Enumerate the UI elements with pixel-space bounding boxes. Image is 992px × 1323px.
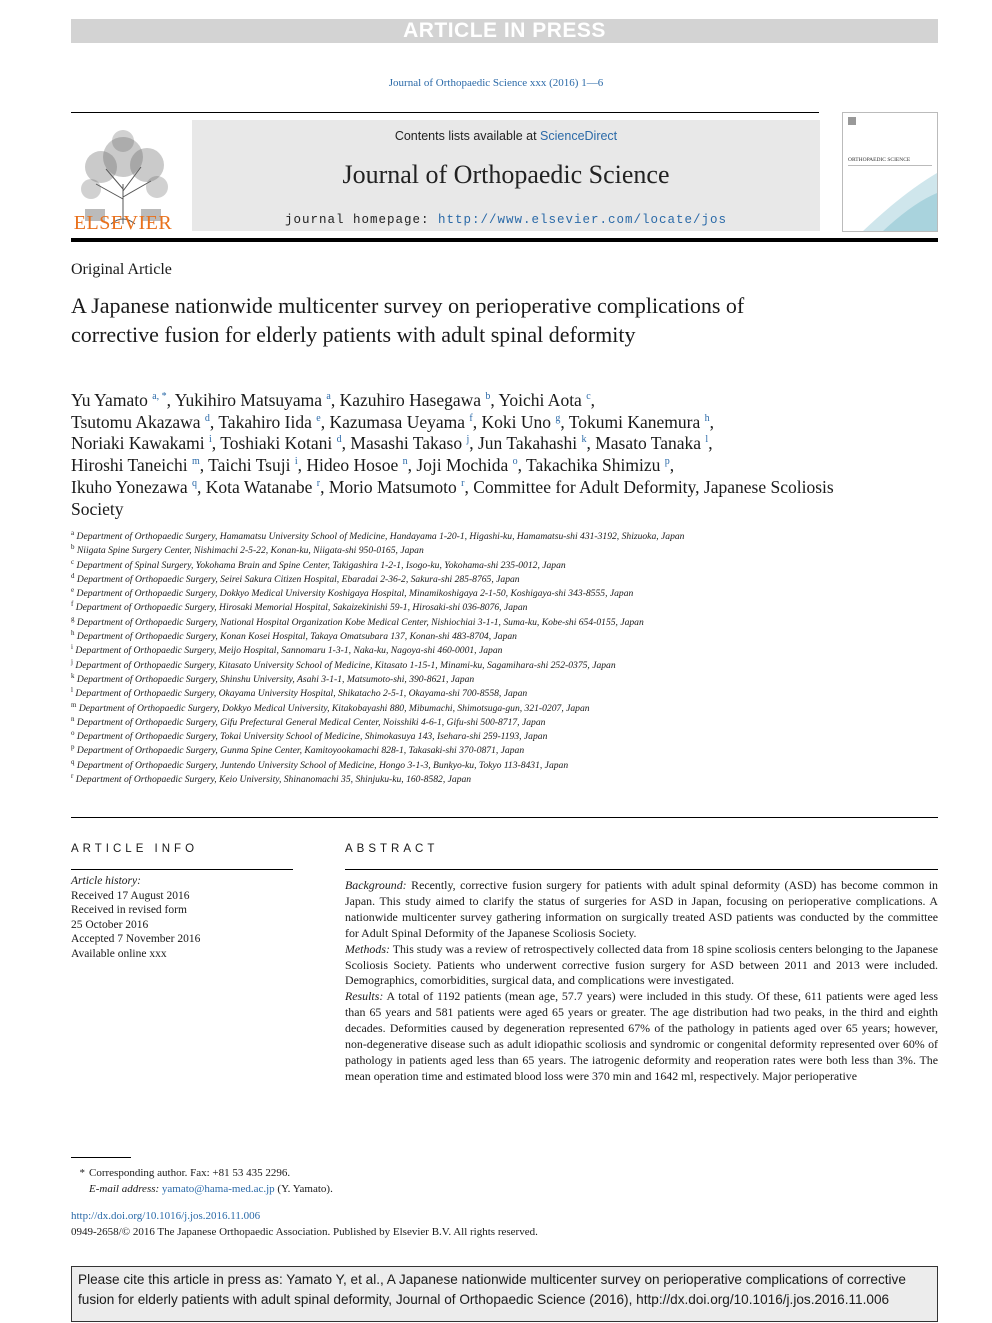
affiliation-item bbox=[71, 601, 831, 615]
abstract-section-label: Methods: bbox=[345, 941, 390, 956]
affiliation-item bbox=[71, 702, 831, 716]
author-name: Kazuhiro Hasegawa bbox=[339, 390, 482, 410]
affiliation-text: Department of Orthopaedic Surgery, National Hospital Organization Kobe Medical Center, Nishiochiai 3-1-1, Suma-ku, Kobe-shi 654-0155, Japan bbox=[76, 616, 644, 628]
copyright-line: 0949-2658/© 2016 The Japanese Orthopaedic Association. Published by Elsevier B.V. All rights reserved. bbox=[71, 1226, 538, 1238]
journal-reference-link[interactable]: Journal of Orthopaedic Science xxx (2016) 1—6 bbox=[388, 77, 604, 89]
affiliation-text: Department of Orthopaedic Surgery, Hirosaki Memorial Hospital, Sakaizekinishi 59-1, Hirosaki-shi 036-8076, Japan bbox=[75, 602, 528, 614]
author-affiliation-link[interactable]: c bbox=[586, 391, 591, 403]
author-name: Kazumasa Ueyama bbox=[329, 411, 465, 432]
article-history bbox=[71, 874, 200, 961]
affiliation-key: a bbox=[71, 528, 75, 537]
author-name: Joji Mochida bbox=[416, 455, 509, 476]
section-divider bbox=[71, 817, 938, 818]
affiliation-text: Department of Orthopaedic Surgery, Gunma Spine Center, Kamitoyookamachi 828-1, Takasaki-shi 370-0871, Japan bbox=[76, 745, 525, 757]
abstract-rule bbox=[345, 869, 938, 870]
author-name: Morio Matsumoto bbox=[328, 476, 457, 497]
affiliation-item bbox=[71, 773, 831, 787]
author-affiliation-link[interactable]: d bbox=[204, 412, 210, 424]
journal-homepage bbox=[192, 213, 820, 227]
author-name: Masato Tanaka bbox=[595, 433, 702, 454]
contents-prefix: Contents lists available at bbox=[394, 129, 541, 143]
author-name: Tsutomu Akazawa bbox=[71, 411, 201, 432]
email-suffix: (Y. Yamato). bbox=[277, 1183, 333, 1195]
affiliation-item bbox=[71, 616, 831, 630]
author-affiliation-link[interactable]: p bbox=[664, 456, 670, 468]
affiliation-item bbox=[71, 673, 831, 687]
affiliation-text: Department of Spinal Surgery, Yokohama Brain and Spine Center, Takigashira 1-2-1, Isogo-ku, Yokohama-shi 235-0012, Japan bbox=[76, 559, 566, 571]
author-name: Taichi Tsuji bbox=[208, 455, 291, 476]
author-name: Tokumi Kanemura bbox=[568, 411, 701, 432]
affiliation-text: Department of Orthopaedic Surgery, Hamamatsu University School of Medicine, Handayama 1-20-1, Higashi-ku, Hamamatsu-shi 431-3192, Shizuoka, Japan bbox=[76, 531, 685, 542]
doi-link[interactable]: http://dx.doi.org/10.1016/j.jos.2016.11.006 bbox=[71, 1210, 261, 1222]
affiliation-key: c bbox=[71, 557, 75, 566]
author-name: Hideo Hosoe bbox=[306, 455, 399, 476]
affiliation-item bbox=[71, 716, 831, 730]
affiliation-text: Department of Orthopaedic Surgery, Gifu Prefectural General Medical Center, Noisshiki 4-6-1, Gifu-shi 500-8717, Japan bbox=[76, 716, 546, 728]
author-affiliation-link[interactable]: a, * bbox=[152, 391, 167, 403]
affiliation-item bbox=[71, 630, 831, 644]
contents-line bbox=[192, 129, 820, 143]
abstract-section-text: This study was a review of retrospectively collected data from 18 spine scoliosis centers belonging to the Japanese Scoliosis Society. Patients who underwent corrective fusion surgery for ASD between 2011 and 2013 were included. Demographics, comorbidities, surgical data, and complications were investigated. bbox=[345, 941, 938, 988]
affiliation-key: j bbox=[71, 657, 73, 666]
affiliation-key: n bbox=[71, 714, 75, 723]
journal-name: Journal of Orthopaedic Science bbox=[342, 160, 670, 189]
affiliation-text: Department of Orthopaedic Surgery, Shinshu University, Asahi 3-1-1, Matsumoto-shi, 390-8621, Japan bbox=[76, 673, 475, 685]
author-name: Kota Watanabe bbox=[205, 476, 313, 497]
affiliation-item bbox=[71, 559, 831, 573]
affiliation-text: Department of Orthopaedic Surgery, Keio University, Shinanomachi 35, Shinjuku-ku, 160-8582, Japan bbox=[75, 774, 472, 786]
author-affiliation-link[interactable]: h bbox=[704, 412, 710, 424]
author-list: Yu Yamato $^{a, *}$, Yukihiro Matsuyama $^a$, Kazuhiro Hasegawa $^b$, Yoichi Aota $^c$, Tsutomu Akazawa $^d$, Takahiro Iida $^e$, Kazumasa Ueyama $^f$, Koki Uno $^g$, Tokumi Kanemura $^h$, Noriaki Kawakami $^i$, Toshiaki Kotani $^d$, Masashi Takaso $^j$, Jun Takahashi $^k$, Masato Tanaka $^l$, Hiroshi Taneichi $^m$, Taichi Tsuji $^i$, Hideo Hosoe $^n$, Joji Mochida $^o$, Takachika Shimizu $^p$, Ikuho Yonezawa $^q$, Kota Watanabe $^r$, Morio Matsumoto $^r$, Committee for Adult Deformity, Japanese Scoliosis Society bbox=[71, 390, 834, 519]
author-affiliation-link[interactable]: f bbox=[469, 412, 473, 424]
affiliation-text: Department of Orthopaedic Surgery, Meijo Hospital, Sannomaru 1-3-1, Naka-ku, Nagoya-shi 460-0001, Japan bbox=[75, 645, 503, 657]
affiliation-item bbox=[71, 587, 831, 601]
affiliation-text: Niigata Spine Surgery Center, Nishimachi 2-5-22, Konan-ku, Niigata-shi 950-0165, Japan bbox=[76, 545, 424, 557]
author-affiliation-link[interactable]: n bbox=[402, 456, 408, 468]
author-name: Yukihiro Matsuyama bbox=[174, 390, 323, 410]
affiliation-key: d bbox=[71, 571, 75, 580]
history-item: Accepted 7 November 2016 bbox=[71, 933, 201, 945]
abstract-heading: ABSTRACT bbox=[345, 843, 439, 855]
affiliation-list bbox=[71, 530, 831, 787]
article-title: A Japanese nationwide multicenter survey on perioperative complications of corrective fusion for elderly patients with adult spinal deformity bbox=[71, 293, 745, 347]
affiliation-key: g bbox=[71, 614, 75, 623]
affiliation-key: q bbox=[71, 757, 75, 766]
abstract-paragraph bbox=[345, 878, 938, 942]
abstract-section-text: Recently, corrective fusion surgery for patients with adult spinal deformity (ASD) has become common in Japan. This study aimed to clarify the status of surgeries for ASD in Japan, focusing on perioperative complications. A nationwide multicenter survey gathering information on surgically treated ASD patients was conducted by the committee for Adult Spinal Deformity of the Japanese Scoliosis Society. bbox=[345, 878, 938, 940]
affiliation-key: l bbox=[71, 686, 73, 695]
abstract-section-text: A total of 1192 patients (mean age, 57.7 years) were included in this study. Of these, 611 patients were aged less than 65 years and 581 patients were aged 65 years or greater. The age distribution had two peaks, in the third and eighth decades. Deformities caused by degeneration represented 67% of the pathology in patients aged over 65 years; however, non-degenerative disease such as adult idiopathic scoliosis and syndromic or congenital deformity represented over 60% of pathology in patients aged less than 65 years. The iatrogenic deformity and reoperation rates were both less than 3%. The mean operation time and estimated blood loss were 370 min and 1642 ml, respectively. Major perioperative bbox=[345, 989, 938, 1083]
author-name: Masashi Takaso bbox=[350, 433, 463, 454]
affiliation-key: p bbox=[71, 743, 75, 752]
affiliation-text: Department of Orthopaedic Surgery, Okayama University Hospital, Shikatacho 2-5-1, Okayama-shi 700-8558, Japan bbox=[75, 688, 528, 700]
affiliation-key: o bbox=[71, 728, 75, 737]
author-affiliation-link[interactable]: g bbox=[555, 412, 561, 424]
author-name: Hiroshi Taneichi bbox=[71, 455, 188, 476]
affiliation-key: k bbox=[71, 671, 75, 680]
email-link[interactable]: yamato@hama-med.ac.jp bbox=[161, 1183, 275, 1195]
email-label: E-mail address: bbox=[89, 1183, 160, 1195]
affiliation-key: f bbox=[71, 600, 74, 609]
cover-title: ORTHOPAEDIC SCIENCE bbox=[848, 157, 911, 163]
abstract-body bbox=[345, 878, 938, 1085]
author-affiliation-link[interactable]: a bbox=[326, 391, 331, 403]
affiliation-item bbox=[71, 687, 831, 701]
affiliation-key: m bbox=[71, 700, 77, 709]
author-affiliation-link[interactable]: i bbox=[209, 434, 212, 446]
abstract-section-label: Background: bbox=[345, 878, 407, 892]
affiliation-key: e bbox=[71, 586, 75, 594]
affiliation-key: h bbox=[71, 628, 75, 637]
author-name: Noriaki Kawakami bbox=[71, 433, 205, 454]
history-item: Received 17 August 2016 bbox=[71, 889, 190, 902]
author-name: Koki Uno bbox=[481, 411, 551, 432]
affiliation-item bbox=[71, 544, 831, 558]
author-affiliation-link[interactable]: e bbox=[316, 412, 321, 424]
affiliation-item bbox=[71, 744, 831, 758]
author-affiliation-link[interactable]: q bbox=[192, 477, 198, 489]
author-affiliation-link[interactable]: j bbox=[466, 434, 470, 446]
journal-header bbox=[71, 112, 938, 232]
footnote-star: * bbox=[79, 1167, 85, 1179]
affiliation-item bbox=[71, 573, 831, 587]
history-item: 25 October 2016 bbox=[71, 918, 149, 931]
article-info-heading: ARTICLE INFO bbox=[71, 843, 199, 855]
author-name: Toshiaki Kotani bbox=[220, 433, 333, 454]
article-in-press-banner: ARTICLE IN PRESS bbox=[71, 19, 938, 43]
corresponding-text: Corresponding author. Fax: +81 53 435 2296. bbox=[89, 1167, 291, 1179]
author-affiliation-link[interactable]: b bbox=[485, 391, 491, 403]
affiliation-item bbox=[71, 759, 831, 773]
abstract-paragraph bbox=[345, 989, 938, 1084]
affiliation-text: Department of Orthopaedic Surgery, Dokkyo Medical University, Kitakobayashi 880, Mibumachi, Shimotsuga-gun, 321-0207, Japan bbox=[78, 702, 590, 714]
affiliation-text: Department of Orthopaedic Surgery, Dokkyo Medical University Koshigaya Hospital, Minamikoshigaya 2-1-50, Koshigaya-shi 343-8555, Japan bbox=[76, 588, 634, 600]
affiliation-item bbox=[71, 530, 831, 544]
author-affiliation-link[interactable]: r bbox=[461, 477, 465, 489]
author-affiliation-link[interactable]: l bbox=[705, 434, 709, 446]
author-name: Jun Takahashi bbox=[478, 433, 578, 454]
affiliation-text: Department of Orthopaedic Surgery, Seirei Sakura Citizen Hospital, Ebaradai 2-36-2, Sakura-shi 285-8765, Japan bbox=[76, 573, 520, 585]
author-affiliation-link[interactable]: k bbox=[581, 434, 587, 446]
article-section-type: Original Article bbox=[71, 261, 172, 278]
corresponding-author-footnote bbox=[71, 1165, 333, 1197]
author-affiliation-link[interactable]: i bbox=[294, 456, 298, 468]
author-name: Committee for Adult Deformity, Japanese Scoliosis Society bbox=[71, 476, 834, 519]
author-name: Yu Yamato bbox=[71, 390, 148, 410]
affiliation-text: Department of Orthopaedic Surgery, Tokai University School of Medicine, Shimokasuya 143, Isehara-shi 259-1193, Japan bbox=[76, 731, 548, 743]
citation-box: Please cite this article in press as: Yamato Y, et al., A Japanese nationwide multicenter survey on perioperative complications of corrective fusion for elderly patients with adult spinal deformity, Journal of Orthopaedic Science (2016), http://dx.doi.org/10.1016/j.jos.2016.11.006 bbox=[71, 1266, 938, 1322]
affiliation-text: Department of Orthopaedic Surgery, Konan Kosei Hospital, Takaya Omatsubara 137, Konan-shi 483-8704, Japan bbox=[76, 631, 517, 643]
affiliation-item bbox=[71, 730, 831, 744]
header-bottom-rule bbox=[71, 238, 938, 242]
homepage-url-link[interactable]: http://www.elsevier.com/locate/jos bbox=[437, 213, 728, 227]
affiliation-item bbox=[71, 659, 831, 673]
affiliation-text: Department of Orthopaedic Surgery, Juntendo University School of Medicine, Hongo 3-1-3, Bunkyo-ku, Tokyo 113-8431, Japan bbox=[76, 759, 569, 771]
author-name: Takachika Shimizu bbox=[526, 455, 661, 476]
affiliation-text: Department of Orthopaedic Surgery, Kitasato University School of Medicine, Kitasato 1-15-1, Minami-ku, Sagamihara-shi 252-0375, Japan bbox=[75, 659, 616, 671]
author-affiliation-link[interactable]: o bbox=[512, 456, 518, 468]
history-item: Received in revised form bbox=[71, 904, 187, 916]
footnote-rule bbox=[71, 1157, 131, 1158]
author-name: Takahiro Iida bbox=[218, 411, 312, 432]
abstract-paragraph bbox=[345, 942, 938, 990]
abstract-section-label: Results: bbox=[345, 989, 384, 1004]
journal-title-box bbox=[192, 120, 820, 231]
author-affiliation-link[interactable]: r bbox=[316, 477, 321, 489]
author-name: Yoichi Aota bbox=[498, 390, 582, 410]
history-label: Article history: bbox=[71, 875, 141, 887]
affiliation-item bbox=[71, 644, 831, 658]
affiliation-key: i bbox=[71, 643, 73, 652]
elsevier-wordmark: ELSEVIER bbox=[73, 212, 173, 234]
affiliation-key: b bbox=[71, 543, 75, 552]
author-affiliation-link[interactable]: m bbox=[191, 456, 200, 468]
sciencedirect-link[interactable]: ScienceDirect bbox=[540, 129, 618, 143]
article-info-rule bbox=[71, 869, 293, 870]
header-top-rule bbox=[71, 112, 819, 113]
journal-cover-icon bbox=[843, 113, 937, 231]
author-name: Ikuho Yonezawa bbox=[71, 476, 188, 497]
affiliation-key: r bbox=[71, 771, 74, 780]
history-item: Available online xxx bbox=[71, 947, 167, 960]
journal-cover-thumbnail bbox=[842, 112, 938, 232]
homepage-prefix: journal homepage: bbox=[284, 213, 438, 227]
author-affiliation-link[interactable]: d bbox=[336, 434, 342, 446]
